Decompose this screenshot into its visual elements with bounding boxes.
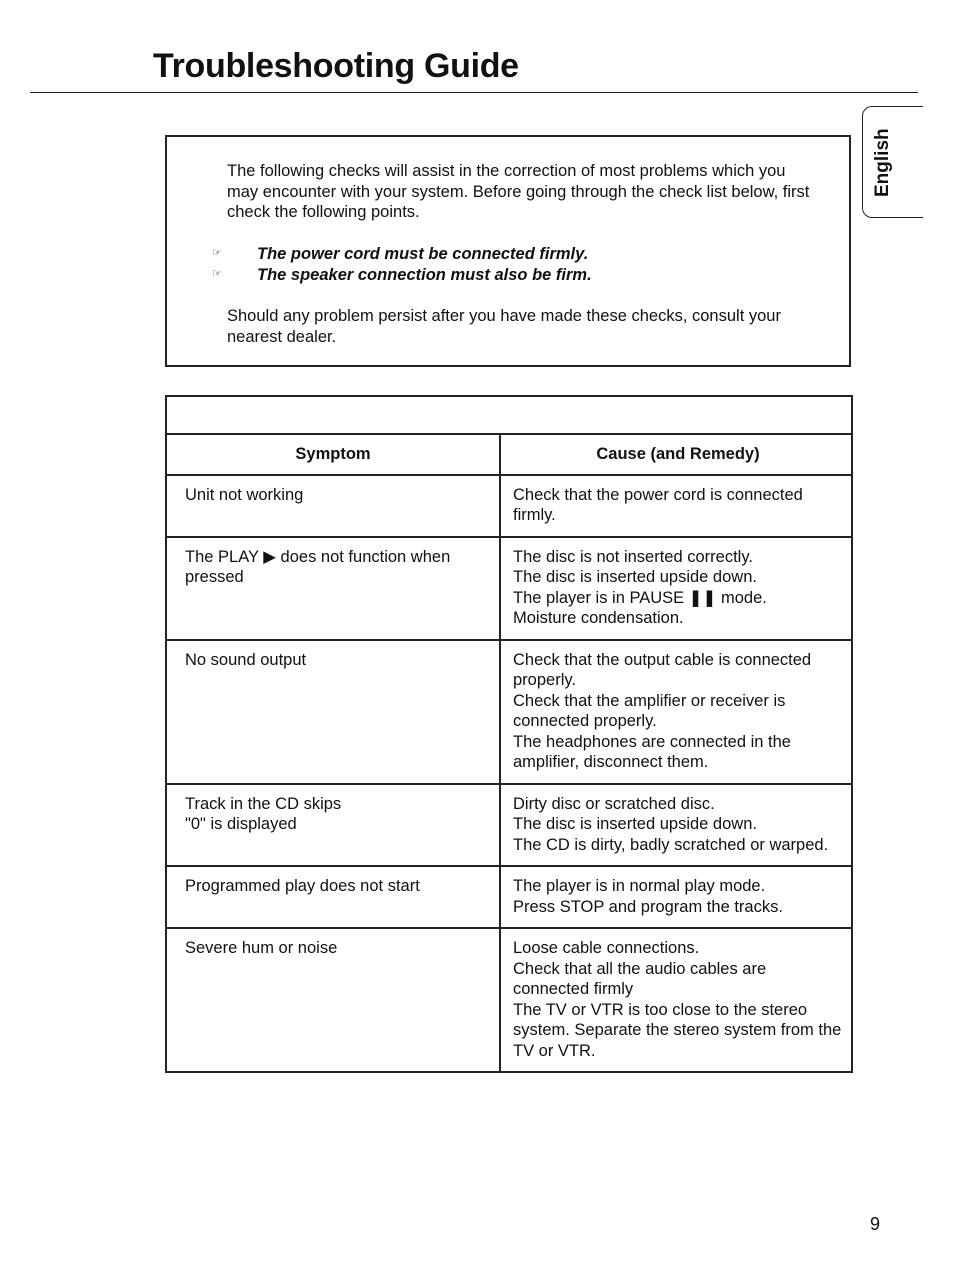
check-item [212,245,589,264]
table-top-band [167,397,851,435]
symptom-header: Symptom [167,435,500,475]
closing-text: Should any problem persist after you have made these checks, consult your nearest dealer. [227,307,781,346]
table-row [167,784,851,867]
table-row [167,866,851,928]
pointing-hand-icon: ☞ [212,247,222,259]
page-number: 9 [870,1214,881,1234]
check-text: The speaker connection must also be firm. [257,266,592,284]
symptom-cell: Severe hum or noise [185,939,338,957]
symptom-cell: Programmed play does not start [167,866,500,928]
language-tab [862,106,923,218]
intro-box [165,135,851,367]
language-tab-label: English [872,128,893,197]
intro-text: The following checks will assist in the correction of most problems which you may encounter with your system. Before going through the check list below, first check the following points. [227,162,810,221]
table-row [167,640,851,784]
cause-cell: The player is in normal play mode. Press STOP and program the tracks. [500,866,851,928]
cause-cell: Check that the power cord is connected firmly. [500,475,851,537]
cause-cell: Check that the output cable is connected properly. Check that the amplifier or receiver is connected properly. The headphones are connected in the amplifier, disconnect them. [500,640,851,784]
troubleshooting-table [165,395,853,1073]
cause-cell: Loose cable connections. Check that all the audio cables are connected firmly The TV or VTR is too close to the stereo system. Separate the stereo system from the TV or VTR. [500,928,851,1071]
cause-cell: The disc is not inserted correctly. The disc is inserted upside down. The player is in PAUSE ❚❚ mode. Moisture condensation. [500,537,851,640]
check-text: The power cord must be connected firmly. [257,245,589,263]
symptom-cell: Unit not working [167,475,500,537]
cause-header: Cause (and Remedy) [500,435,851,475]
check-item [212,266,592,285]
symptom-cell: No sound output [167,640,500,784]
page-title: Troubleshooting Guide [153,47,519,85]
cause-cell: Dirty disc or scratched disc. The disc is inserted upside down. The CD is dirty, badly scratched or warped. [500,784,851,867]
table-body [167,475,851,1072]
table-row [167,928,851,1071]
table-row [167,475,851,537]
pointing-hand-icon: ☞ [212,268,222,280]
title-divider [30,92,918,93]
table-row [167,537,851,640]
symptom-cell: The PLAY ▶ does not function when pressed [167,537,500,640]
symptom-cell: Track in the CD skips "0" is displayed [167,784,500,867]
